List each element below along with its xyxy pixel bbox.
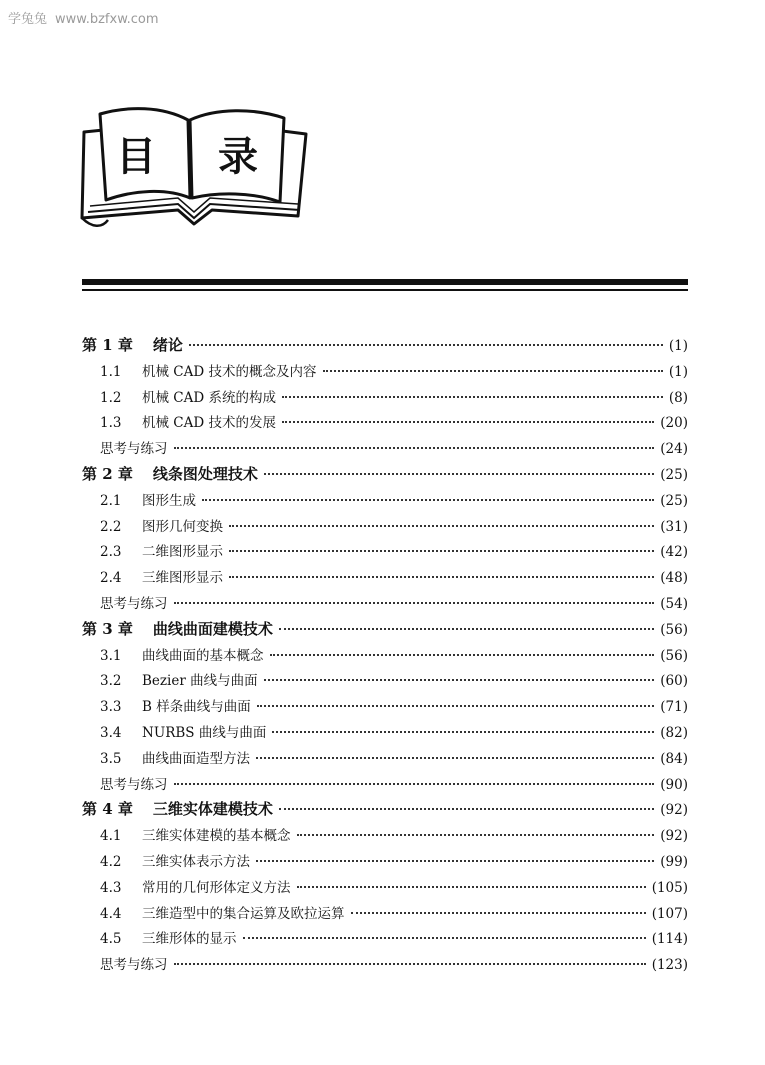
toc-chapter-row bbox=[82, 798, 688, 824]
toc-section-row bbox=[82, 644, 688, 670]
toc-entry-number: 4.1 bbox=[100, 828, 122, 845]
toc-entry-page: (123) bbox=[651, 957, 688, 974]
toc-entry-number: 4.3 bbox=[100, 879, 122, 896]
toc-section-row bbox=[82, 566, 688, 592]
dot-leader bbox=[272, 731, 654, 733]
toc-entry-page: (82) bbox=[660, 724, 688, 741]
toc-section-row bbox=[82, 695, 688, 721]
toc-entry-number: 4.2 bbox=[100, 853, 122, 870]
toc-entry-title: 思考与练习 bbox=[100, 776, 168, 793]
toc-section-row bbox=[82, 747, 688, 773]
toc-entry-page: (31) bbox=[660, 518, 688, 535]
toc-entry-page: (105) bbox=[651, 879, 688, 896]
toc-entry-number: 4.5 bbox=[100, 931, 122, 948]
toc-entry-title: NURBS 曲线与曲面 bbox=[142, 724, 267, 741]
toc-exercise-row bbox=[82, 437, 688, 463]
toc-entry-page: (92) bbox=[660, 802, 688, 819]
dot-leader bbox=[264, 679, 655, 681]
dot-leader bbox=[174, 783, 655, 785]
toc-entry-number: 第 1 章 bbox=[82, 336, 133, 354]
toc-entry-title: 常用的几何形体定义方法 bbox=[142, 879, 291, 896]
dot-leader bbox=[256, 860, 654, 862]
toc-section-row bbox=[82, 540, 688, 566]
toc-entry-page: (114) bbox=[651, 931, 688, 948]
toc-entry-title: 三维实体建模技术 bbox=[152, 800, 273, 819]
toc-entry-number: 2.2 bbox=[100, 518, 122, 535]
toc-entry-page: (1) bbox=[668, 363, 688, 380]
toc-section-row bbox=[82, 824, 688, 850]
toc-section-row bbox=[82, 515, 688, 541]
dot-leader bbox=[256, 757, 654, 759]
toc-entry-page: (60) bbox=[660, 673, 688, 690]
toc-section-row bbox=[82, 411, 688, 437]
toc-entry-page: (20) bbox=[660, 415, 688, 432]
dot-leader bbox=[174, 602, 655, 604]
toc-entry-number: 2.1 bbox=[100, 492, 122, 509]
dot-leader bbox=[323, 370, 663, 372]
toc-entry-title: 三维实体建模的基本概念 bbox=[142, 828, 291, 845]
toc-chapter-row bbox=[82, 334, 688, 360]
toc-entry-number: 1.3 bbox=[100, 415, 122, 432]
divider-thin bbox=[82, 289, 688, 291]
toc-entry-number: 3.3 bbox=[100, 699, 122, 716]
toc-section-row bbox=[82, 927, 688, 953]
dot-leader bbox=[279, 628, 654, 630]
toc-entry-title: 三维实体表示方法 bbox=[142, 853, 250, 870]
toc-entry-title: 机械 CAD 技术的概念及内容 bbox=[142, 363, 317, 380]
dot-leader bbox=[202, 499, 654, 501]
toc-entry-title: 曲线曲面的基本概念 bbox=[142, 647, 264, 664]
toc-entry-number: 1.2 bbox=[100, 389, 122, 406]
toc-entry-title: 机械 CAD 系统的构成 bbox=[142, 389, 276, 406]
toc-entry-page: (54) bbox=[660, 595, 688, 612]
dot-leader bbox=[282, 421, 654, 423]
toc-entry-page: (42) bbox=[660, 544, 688, 561]
dot-leader bbox=[189, 344, 663, 346]
dot-leader bbox=[270, 654, 655, 656]
toc-entry-number: 3.2 bbox=[100, 673, 122, 690]
toc-entry-title: 思考与练习 bbox=[100, 957, 168, 974]
toc-entry-title: 三维图形显示 bbox=[142, 570, 223, 587]
toc-entry-title: 线条图处理技术 bbox=[152, 464, 258, 483]
open-book-icon bbox=[78, 100, 310, 232]
toc-entry-page: (71) bbox=[660, 699, 688, 716]
toc-entry-page: (1) bbox=[668, 338, 688, 354]
toc-entry-title: 曲线曲面建模技术 bbox=[152, 619, 273, 638]
toc-entry-number: 3.5 bbox=[100, 750, 122, 767]
toc-entry-page: (107) bbox=[651, 905, 688, 922]
toc-entry-page: (90) bbox=[660, 776, 688, 793]
dot-leader bbox=[351, 912, 646, 914]
toc-entry-title: 绪论 bbox=[152, 336, 183, 354]
toc-entry-number: 3.4 bbox=[100, 724, 122, 741]
toc-entry-page: (25) bbox=[660, 466, 688, 483]
toc-entry-title: 曲线曲面造型方法 bbox=[142, 750, 250, 767]
toc-section-row bbox=[82, 850, 688, 876]
dot-leader bbox=[174, 963, 646, 965]
heading-char-left: 目 bbox=[116, 134, 156, 180]
toc-exercise-row bbox=[82, 592, 688, 618]
dot-leader bbox=[243, 937, 646, 939]
toc-entry-number: 第 4 章 bbox=[82, 800, 133, 819]
divider-thick bbox=[82, 279, 688, 285]
toc-entry-page: (25) bbox=[660, 492, 688, 509]
dot-leader bbox=[229, 525, 654, 527]
toc-entry-title: 图形几何变换 bbox=[142, 518, 223, 535]
toc-section-row bbox=[82, 669, 688, 695]
toc-section-row bbox=[82, 721, 688, 747]
toc-chapter-row bbox=[82, 463, 688, 489]
dot-leader bbox=[279, 808, 654, 810]
toc-section-row bbox=[82, 902, 688, 928]
dot-leader bbox=[229, 550, 654, 552]
watermark bbox=[8, 8, 159, 27]
toc-entry-number: 4.4 bbox=[100, 905, 122, 922]
toc-entry-number: 1.1 bbox=[100, 363, 122, 380]
toc-entry-page: (84) bbox=[660, 750, 688, 767]
toc-section-row bbox=[82, 876, 688, 902]
dot-leader bbox=[229, 576, 654, 578]
toc-entry-title: 图形生成 bbox=[142, 492, 196, 509]
toc-entry-title: B 样条曲线与曲面 bbox=[142, 699, 251, 716]
dot-leader bbox=[297, 886, 646, 888]
toc-entry-page: (56) bbox=[660, 647, 688, 664]
toc-exercise-row bbox=[82, 953, 688, 979]
toc-entry-page: (24) bbox=[660, 441, 688, 458]
toc-entry-title: 思考与练习 bbox=[100, 441, 168, 458]
dot-leader bbox=[282, 396, 663, 398]
toc-entry-page: (8) bbox=[668, 389, 688, 406]
dot-leader bbox=[264, 473, 654, 475]
toc-entry-title: 思考与练习 bbox=[100, 595, 168, 612]
toc-entry-title: Bezier 曲线与曲面 bbox=[142, 673, 258, 690]
table-of-contents bbox=[82, 334, 688, 979]
dot-leader bbox=[174, 447, 655, 449]
toc-chapter-row bbox=[82, 618, 688, 644]
toc-entry-page: (92) bbox=[660, 828, 688, 845]
toc-entry-number: 2.4 bbox=[100, 570, 122, 587]
toc-entry-page: (56) bbox=[660, 621, 688, 638]
dot-leader bbox=[297, 834, 655, 836]
toc-section-row bbox=[82, 360, 688, 386]
toc-entry-number: 第 3 章 bbox=[82, 619, 133, 638]
toc-entry-title: 三维造型中的集合运算及欧拉运算 bbox=[142, 905, 345, 922]
dot-leader bbox=[257, 705, 655, 707]
toc-entry-page: (99) bbox=[660, 853, 688, 870]
watermark-url: www.bzfxw.com bbox=[55, 12, 159, 27]
heading-char-right: 录 bbox=[218, 134, 258, 180]
toc-entry-number: 3.1 bbox=[100, 647, 122, 664]
toc-entry-number: 第 2 章 bbox=[82, 464, 133, 483]
toc-entry-page: (48) bbox=[660, 570, 688, 587]
toc-section-row bbox=[82, 489, 688, 515]
toc-entry-number: 2.3 bbox=[100, 544, 122, 561]
watermark-site-name: 学兔兔 bbox=[8, 12, 48, 27]
toc-section-row bbox=[82, 386, 688, 412]
toc-exercise-row bbox=[82, 773, 688, 799]
toc-entry-title: 机械 CAD 技术的发展 bbox=[142, 415, 276, 432]
toc-entry-title: 三维形体的显示 bbox=[142, 931, 237, 948]
toc-entry-title: 二维图形显示 bbox=[142, 544, 223, 561]
